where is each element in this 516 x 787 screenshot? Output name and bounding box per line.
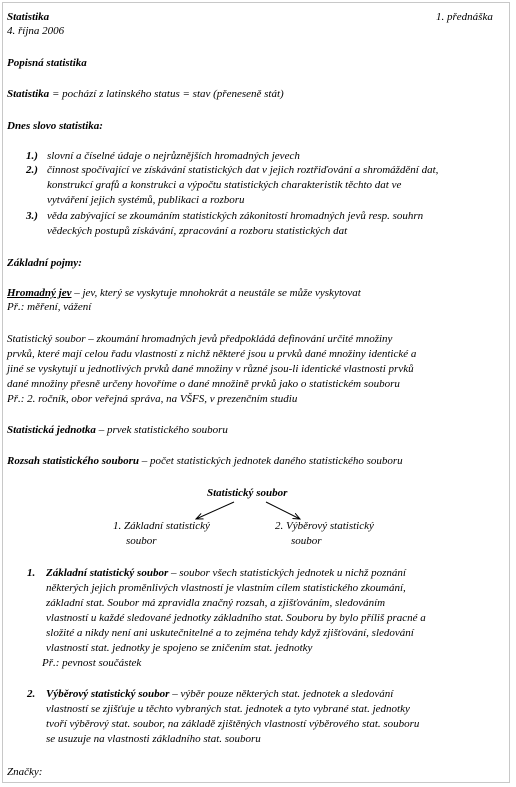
- type-line: tvoří výběrový stat. soubor, na základě zjištěných vlastností výběrového stat. souboru: [46, 718, 420, 730]
- type-term: Základní statistický soubor: [46, 567, 169, 579]
- meaning-line: vytváření jejich systémů, publikaci a rozboru: [47, 194, 245, 206]
- paragraph-line: dané množiny přesně určeny hovoříme o dané množině prvků jako o statistickém souboru: [7, 378, 400, 390]
- notation-heading: Značky:: [7, 766, 43, 778]
- diagram-left-line1: 1. Základní statistický: [113, 520, 210, 532]
- mass-phenomenon-text: – jev, který se vyskytuje mnohokrát a neustále se může vyskytovat: [71, 287, 361, 299]
- type-line: některých jejich proměnlivých vlastností je vlastním cílem statistického zkoumání,: [46, 582, 406, 594]
- paragraph-line: jiné se vyskytují u jednotlivých prvků dané množiny v různé jsou-li identické vlastnosti prvků: [7, 363, 414, 375]
- stat-unit-text: – prvek statistického souboru: [95, 424, 228, 436]
- meaning-number: 3.): [26, 210, 38, 222]
- type-line: se usuzuje na vlastnosti základního stat. souboru: [46, 733, 261, 745]
- set-size-text: – počet statistických jednotek daného statistického souboru: [139, 455, 403, 467]
- basic-concepts-heading: Základní pojmy:: [7, 257, 82, 269]
- paragraph-line: Statistický soubor – zkoumání hromadných jevů předpokládá definování určité množiny: [7, 333, 393, 345]
- definition-term: Statistika: [7, 88, 50, 100]
- paragraph-line: prvků, které mají celou řadu vlastností z nichž některé jsou u prvků dané množiny identické a: [7, 348, 417, 360]
- arrow-right: [266, 502, 300, 519]
- diagram-right-line2: soubor: [291, 535, 322, 547]
- section-title-descriptive: Popisná statistika: [7, 57, 87, 69]
- type-term: Výběrový statistický soubor: [46, 688, 170, 700]
- meaning-line: činnost spočívající ve získávání statistických dat v jejich roztřiďování a shromáždění dat,: [47, 164, 439, 176]
- today-heading: Dnes slovo statistika:: [7, 120, 103, 132]
- meaning-line: konstrukcí grafů a konstrukci a výpočtu statistických charakteristik těchto dat ve: [47, 179, 402, 191]
- meaning-number: 1.): [26, 150, 38, 162]
- mass-phenomenon-term: Hromadný jev: [7, 287, 72, 299]
- type-first-line: [46, 566, 406, 581]
- header-date: 4. října 2006: [7, 25, 65, 37]
- set-size-term: Rozsah statistického souboru: [7, 455, 140, 467]
- meaning-line: vědeckých postupů získávání, zpracování a rozboru statistických dat: [47, 225, 348, 237]
- meaning-number: 2.): [26, 164, 38, 176]
- type-line: vlastností u každé sledované jednotky základního stat. Souboru by bylo příliš pracné a: [46, 612, 426, 624]
- type-number: 1.: [27, 567, 36, 579]
- header-subject: Statistika: [7, 11, 50, 23]
- type-line: základní stat. Soubor má zpravidla značný rozsah, a zjišťováním, sledováním: [46, 597, 386, 609]
- type-line: složité a nikdy není ani uskutečnitelné a to zejména tehdy když zjišťování, sledování: [46, 627, 414, 639]
- type-text: – výběr pouze některých stat. jednotek a sledování: [169, 688, 394, 700]
- arrow-left: [196, 502, 234, 519]
- type-line: vlastností se zjišťuje u těchto vybraných stat. jednotek a tyto vybrané stat. jednotky: [46, 703, 410, 715]
- diagram-right-line1: 2. Výběrový statistický: [275, 520, 374, 532]
- paragraph-line: Př.: 2. ročník, obor veřejná správa, na VŠFS, v prezenčním studiu: [7, 393, 298, 405]
- meaning-line: věda zabývající se zkoumáním statistických zákonitostí hromadných jevů resp. souhrn: [47, 210, 424, 222]
- definition-text: = pochází z latinského status = stav (přeneseně stát): [49, 88, 284, 100]
- header-lecture: 1. přednáška: [436, 11, 493, 23]
- type-example: Př.: pevnost součástek: [42, 657, 142, 669]
- diagram-left-line2: soubor: [126, 535, 157, 547]
- stat-unit-term: Statistická jednotka: [7, 424, 96, 436]
- diagram-root: Statistický soubor: [207, 487, 288, 499]
- type-first-line: [46, 687, 393, 702]
- meaning-line: slovní a číselné údaje o nejrůznějších hromadných jevech: [47, 150, 300, 162]
- type-number: 2.: [27, 688, 36, 700]
- mass-phenomenon-example: Př.: měření, vážení: [7, 301, 92, 313]
- type-text: – soubor všech statistických jednotek u nichž poznání: [168, 567, 406, 579]
- type-line: vlastností stat. jednotky je spojeno se zničením stat. jednotky: [46, 642, 313, 654]
